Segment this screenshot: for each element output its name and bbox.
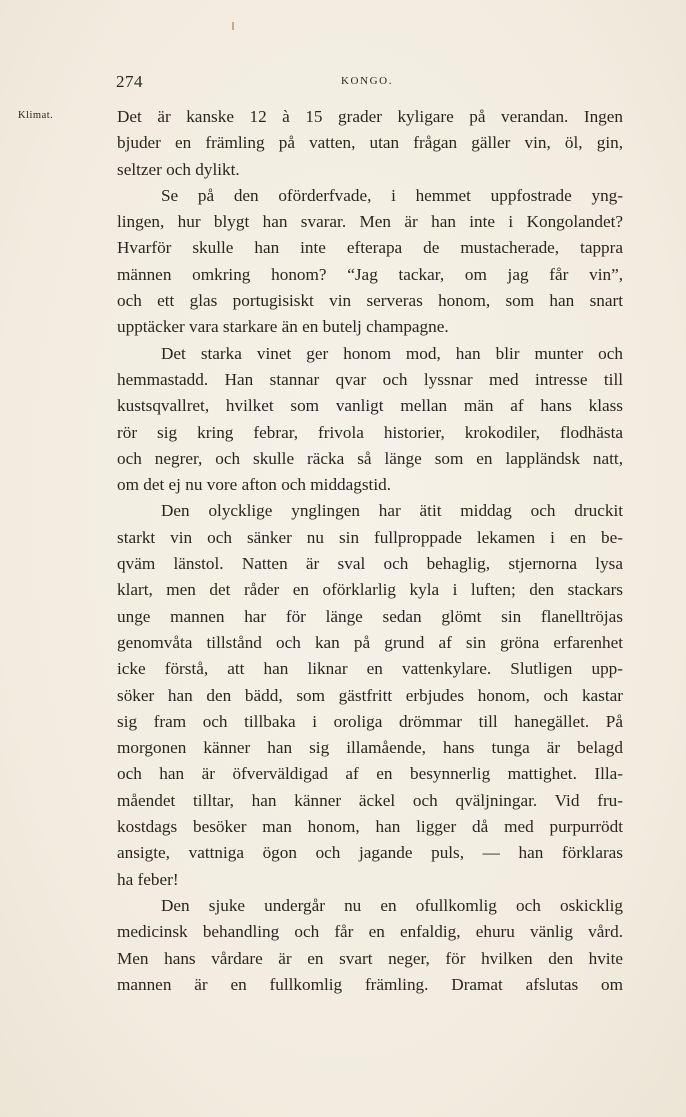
text-line: hemmastadd. Han stannar qvar och lyssnar med intresse till	[117, 369, 623, 389]
page-number: 274	[116, 72, 143, 91]
margin-note: Klimat.	[18, 110, 54, 121]
text-line: söker han den bädd, som gästfritt erbjudes honom, och kastar	[117, 685, 623, 705]
text-line: och negrer, och skulle räcka så länge som en lappländsk natt,	[117, 448, 623, 468]
text-line: Den sjuke undergår nu en ofullkomlig och oskicklig	[161, 895, 623, 915]
text-line: Det starka vinet ger honom mod, han blir munter och	[161, 343, 623, 363]
text-line: seltzer och dylikt.	[117, 159, 240, 179]
text-line: upptäcker vara starkare än en butelj champagne.	[117, 317, 449, 337]
ink-mark	[232, 22, 234, 30]
body-text	[117, 104, 623, 998]
text-line: Den olycklige ynglingen har ätit middag och druckit	[161, 501, 623, 521]
text-line: Men hans vårdare är en svart neger, för hvilken den hvite	[117, 948, 623, 968]
text-line: unge mannen har för länge sedan glömt sin flanelltröjas	[117, 606, 623, 626]
page-header	[116, 72, 624, 96]
text-line: kostdags besöker man honom, han ligger då med purpurrödt	[117, 817, 623, 837]
text-line: mannen är en fullkomlig främling. Dramat afslutas om	[117, 974, 623, 994]
running-title: KONGO.	[341, 75, 394, 87]
text-line: Hvarför skulle han inte efterapa de mustacherade, tappra	[117, 238, 623, 258]
text-line: bjuder en främling på vatten, utan frågan gäller vin, öl, gin,	[117, 133, 623, 153]
text-line: och han är öfverväldigad af en besynnerlig mattighet. Illa-	[117, 764, 623, 784]
text-line: och ett glas portugisiskt vin serveras honom, som han snart	[117, 291, 623, 311]
text-line: sig fram och tillbaka i oroliga drömmar till hanegället. På	[117, 711, 623, 731]
text-line: Det är kanske 12 à 15 grader kyligare på verandan. Ingen	[117, 107, 623, 126]
text-line: om det ej nu vore afton och middagstid.	[117, 475, 391, 495]
text-line: icke förstå, att han liknar en vattenkylare. Slutligen upp-	[117, 659, 623, 679]
text-line: qväm länstol. Natten är sval och behaglig, stjernorna lysa	[117, 554, 623, 574]
text-line: måendet tilltar, han känner äckel och qväljningar. Vid fru-	[117, 790, 623, 810]
text-line: starkt vin och sänker nu sin fullproppade lekamen i en be-	[117, 527, 623, 547]
text-line: kustsqvallret, hvilket som vanligt mellan män af hans klass	[117, 396, 623, 416]
text-line: ha feber!	[117, 869, 179, 889]
text-line: Se på den oförderfvade, i hemmet uppfostrade yng-	[161, 185, 623, 205]
text-line: rör sig kring febrar, frivola historier, krokodiler, flodhästa	[117, 422, 623, 442]
text-line: klart, men det råder en oförklarlig kyla i luften; den stackars	[117, 580, 623, 600]
text-line: morgonen känner han sig illamående, hans tunga är belagd	[117, 738, 623, 758]
text-line: genomvåta tillstånd och kan på grund af sin gröna erfarenhet	[117, 632, 623, 652]
text-line: männen omkring honom? “Jag tackar, om jag får vin”,	[117, 264, 623, 284]
text-line: medicinsk behandling och får en enfaldig, ehuru vänlig vård.	[117, 922, 623, 942]
text-line: ansigte, vattniga ögon och jagande puls, — han förklaras	[117, 843, 623, 863]
text-line: lingen, hur blygt han svarar. Men är han inte i Kongolandet?	[117, 212, 623, 232]
